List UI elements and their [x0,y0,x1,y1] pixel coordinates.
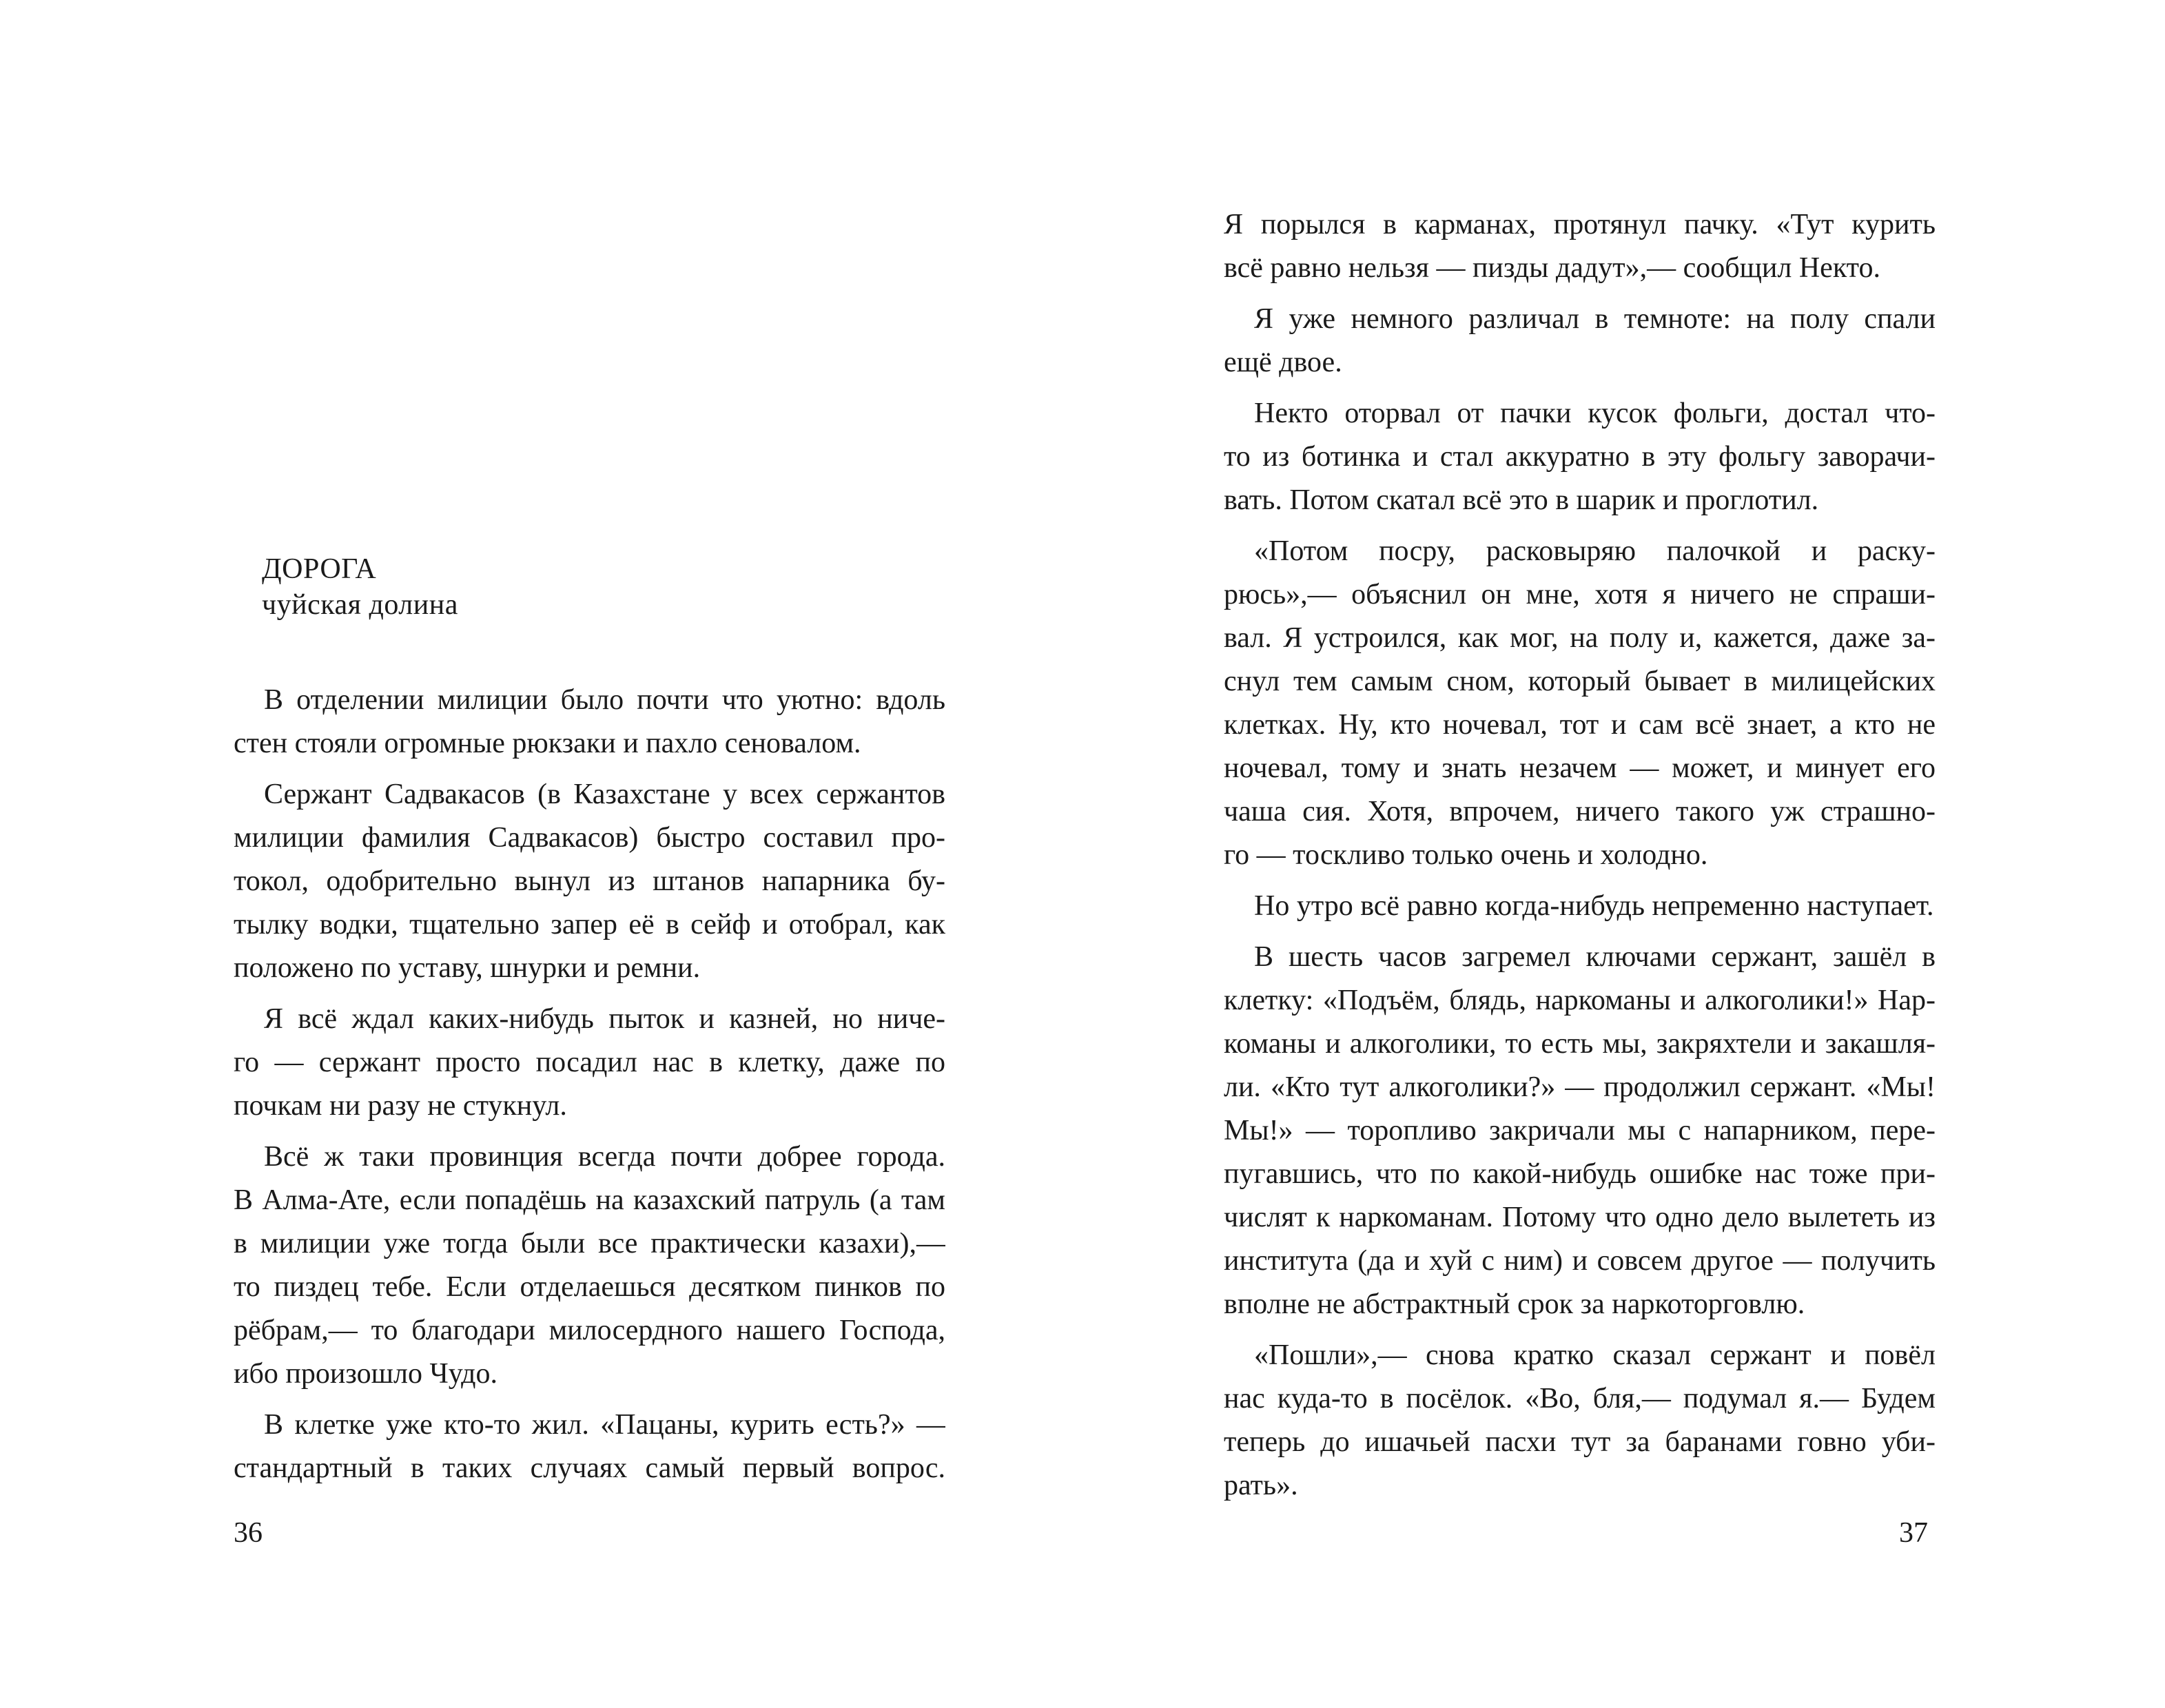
text-line: вал. Я устроился, как мог, на полу и, кажется, даже за- [1224,622,1936,654]
text-line: Я порылся в карманах, протянул пачку. «Тут курить [1224,209,1936,240]
text-line: ибо произошло Чудо. [234,1358,497,1390]
text-line: в милиции уже тогда были все практически казахи),— [234,1228,945,1259]
text-line: чаша сия. Хотя, впрочем, ничего такого уж страшно- [1224,796,1936,827]
text-line: рёбрам,— то благодари милосердного нашего Господа, [234,1315,945,1346]
page-number: 36 [234,1517,263,1549]
text-line: Всё ж таки провинция всегда почти добрее города. [264,1141,945,1173]
text-line: стандартный в таких случаях самый первый вопрос. [234,1452,945,1484]
text-line: Сержант Садвакасов (в Казахстане у всех сержантов [264,779,945,810]
text-line: Мы!» — торопливо закричали мы с напарником, пере- [1224,1115,1936,1146]
right-page [1082,0,2165,1708]
text-line: В клетке уже кто-то жил. «Пацаны, курить есть?» — [264,1409,945,1441]
text-line: рать». [1224,1470,1298,1501]
text-line: то пиздец тебе. Если отделаешься десятком пинков по [234,1271,945,1303]
text-line: го — сержант просто посадил нас в клетку, даже по [234,1047,945,1078]
text-line: ли. «Кто тут алкоголики?» — продолжил сержант. «Мы! [1224,1071,1936,1103]
text-line: команы и алкоголики, то есть мы, закряхтели и закашля- [1224,1028,1936,1060]
text-line: милиции фамилия Садвакасов) быстро составил про- [234,822,945,854]
text-line: В отделении милиции было почти что уютно: вдоль [264,684,945,716]
text-line: вполне не абстрактный срок за наркоторговлю. [1224,1288,1805,1320]
chapter-title: ДОРОГА [262,553,377,585]
text-line: почкам ни разу не стукнул. [234,1090,567,1122]
text-line: рюсь»,— объяснил он мне, хотя я ничего не спраши- [1224,579,1936,610]
text-line: клетках. Ну, кто ночевал, тот и сам всё знает, а кто не [1224,709,1936,741]
right-page-text [1224,203,1936,1508]
text-line: ночевал, тому и знать незачем — может, и минует его [1224,752,1936,784]
text-line: го — тоскливо только очень и холодно. [1224,839,1708,871]
text-line: клетку: «Подъём, блядь, наркоманы и алкоголики!» Нар- [1224,985,1936,1016]
text-line: токол, одобрительно вынул из штанов напарника бу- [234,865,945,897]
text-line: института (да и хуй с ним) и совсем другое — получить [1224,1245,1936,1277]
text-line: положено по уставу, шнурки и ремни. [234,952,701,984]
text-line: Но утро всё равно когда-нибудь непременно наступает. [1254,890,1934,922]
text-line: Некто оторвал от пачки кусок фольги, достал что- [1254,398,1936,429]
text-line: пугавшись, что по какой-нибудь ошибке нас тоже при- [1224,1158,1936,1190]
text-line: числят к наркоманам. Потому что одно дело вылететь из [1224,1202,1936,1233]
text-line: вать. Потом скатал всё это в шарик и проглотил. [1224,484,1819,516]
text-line: Я уже немного различал в темноте: на полу спали [1254,303,1936,335]
text-line: теперь до ишачьей пасхи тут за баранами говно уби- [1224,1426,1936,1458]
text-line: В шесть часов загремел ключами сержант, зашёл в [1254,941,1936,973]
text-line: тылку водки, тщательно запер её в сейф и отобрал, как [234,909,945,940]
left-page-text [234,679,945,1490]
text-line: нас куда-то в посёлок. «Во, бля,— подумал я.— Будем [1224,1383,1936,1414]
text-line: стен стояли огромные рюкзаки и пахло сеновалом. [234,728,861,759]
chapter-subtitle: чуйская долина [262,589,458,621]
chapter-heading [262,551,458,623]
text-line: «Потом посру, расковыряю палочкой и раску- [1254,535,1936,567]
text-line: Я всё ждал каких-нибудь пыток и казней, но ниче- [264,1003,945,1035]
text-line: то из ботинка и стал аккуратно в эту фольгу заворачи- [1224,441,1936,473]
text-line: снул тем самым сном, который бывает в милицейских [1224,666,1936,697]
text-line: «Пошли»,— снова кратко сказал сержант и повёл [1254,1339,1936,1371]
text-line: ещё двое. [1224,347,1342,378]
text-line: В Алма-Ате, если попадёшь на казахский патруль (а там [234,1184,945,1216]
text-line: всё равно нельзя — пизды дадут»,— сообщил Некто. [1224,252,1880,284]
page-number: 37 [1899,1517,1928,1549]
left-page [0,0,1082,1708]
